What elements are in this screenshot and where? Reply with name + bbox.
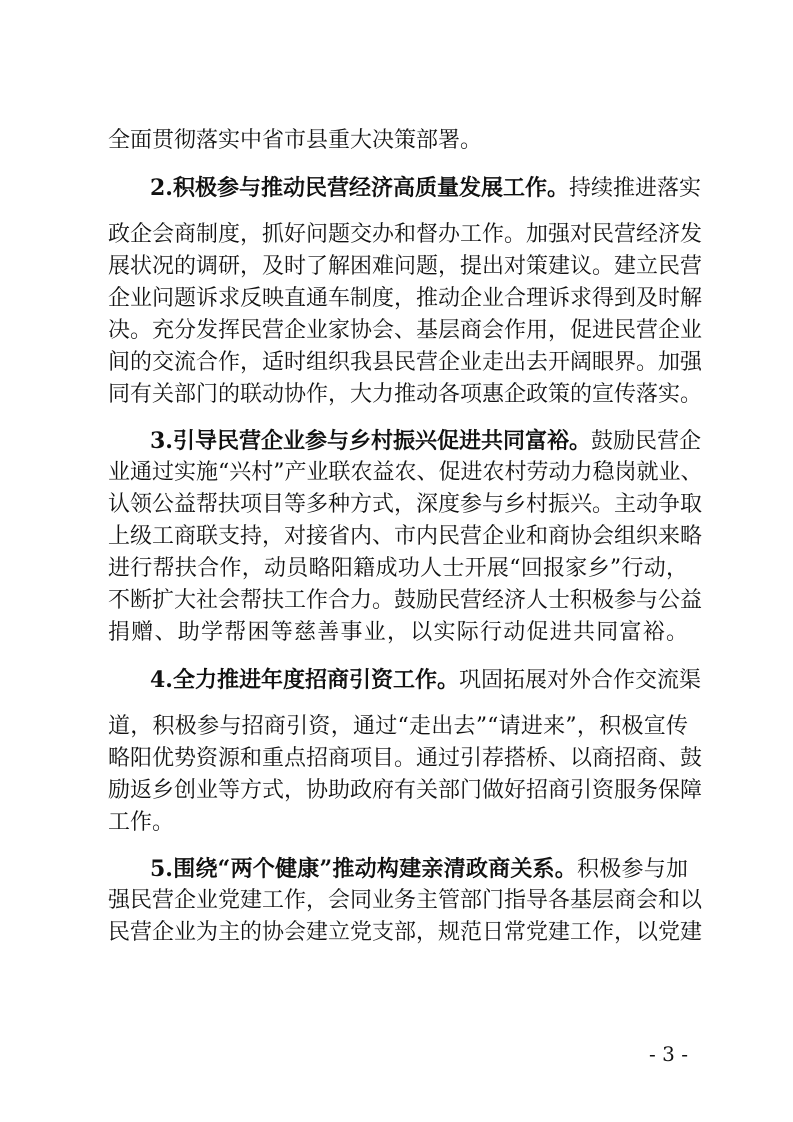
paragraph-line (108, 347, 703, 379)
line-text: 积极参与加 (577, 857, 688, 882)
line-text: 同有关部门的联动协作，大力推动各项惠企政策的宣传落实。 (108, 382, 703, 407)
line-text: 强民营企业党建工作，会同业务主管部门指导各基层商会和以 (108, 888, 703, 913)
section-heading: 2.积极参与推动民营经济高质量发展工作。 (150, 175, 569, 201)
section-heading: 3.引导民营企业参与乡村振兴促进共同富裕。 (150, 428, 591, 454)
paragraph-line (108, 917, 703, 949)
line-text: 决。充分发挥民营企业家协会、基层商会作用，促进民营企业 (108, 318, 703, 343)
line-text: 工作。 (108, 810, 175, 835)
paragraph-line (108, 885, 703, 917)
section-heading-line (150, 425, 701, 458)
line-text: 道，积极参与招商引资，通过“走出去”“请进来”，积极宣传 (108, 714, 688, 739)
paragraph-line (108, 807, 688, 839)
line-text: 全面贯彻落实中省市县重大决策部署。 (108, 128, 483, 153)
line-text: 进行帮扶合作，动员略阳籍成功人士开展“回报家乡”行动， (108, 556, 688, 581)
paragraph-line (108, 219, 703, 251)
section-heading: 5.围绕“两个健康”推动构建亲清政商关系。 (150, 856, 578, 882)
paragraph-line (108, 125, 688, 157)
line-text: 巩固拓展对外合作交流渠 (458, 668, 701, 693)
line-text: 间的交流合作，适时组织我县民营企业走出去开阔眼界。加强 (108, 350, 703, 375)
line-text: 不断扩大社会帮扶工作合力。鼓励民营经济人士积极参与公益 (108, 588, 703, 613)
paragraph-line (108, 489, 703, 521)
paragraph-line (108, 617, 688, 649)
line-text: 励返乡创业等方式，协助政府有关部门做好招商引资服务保障 (108, 778, 703, 803)
paragraph-line (108, 283, 703, 315)
line-text: 政企会商制度，抓好问题交办和督办工作。加强对民营经济发 (108, 222, 703, 247)
paragraph-line (108, 743, 703, 775)
line-text: 业通过实施“兴村”产业联农益农、促进农村劳动力稳岗就业、 (108, 460, 703, 485)
paragraph-line (108, 711, 688, 743)
paragraph-line (108, 315, 703, 347)
line-text: 捐赠、助学帮困等慈善事业，以实际行动促进共同富裕。 (108, 620, 688, 645)
line-text: 上级工商联支持，对接省内、市内民营企业和商协会组织来略 (108, 524, 703, 549)
paragraph-line (108, 521, 703, 553)
line-text: 鼓励民营企 (590, 429, 701, 454)
paragraph-line (108, 553, 688, 585)
paragraph-line (108, 585, 703, 617)
line-text: 展状况的调研，及时了解困难问题，提出对策建议。建立民营 (108, 254, 703, 279)
section-heading: 4.全力推进年度招商引资工作。 (150, 667, 459, 693)
section-heading-line (150, 664, 701, 697)
paragraph-line (108, 775, 703, 807)
page-number: - 3 - (649, 1042, 688, 1066)
line-text: 认领公益帮扶项目等多种方式，深度参与乡村振兴。主动争取 (108, 492, 703, 517)
paragraph-line (108, 251, 703, 283)
line-text: 企业问题诉求反映直通车制度，推动企业合理诉求得到及时解 (108, 286, 703, 311)
line-text: 民营企业为主的协会建立党支部，规范日常党建工作，以党建 (108, 920, 703, 945)
paragraph-line (108, 457, 703, 489)
paragraph-line (108, 379, 703, 411)
line-text: 持续推进落实 (568, 176, 701, 201)
line-text: 略阳优势资源和重点招商项目。通过引荐搭桥、以商招商、鼓 (108, 746, 703, 771)
section-heading-line (150, 172, 701, 205)
section-heading-line (150, 853, 688, 886)
